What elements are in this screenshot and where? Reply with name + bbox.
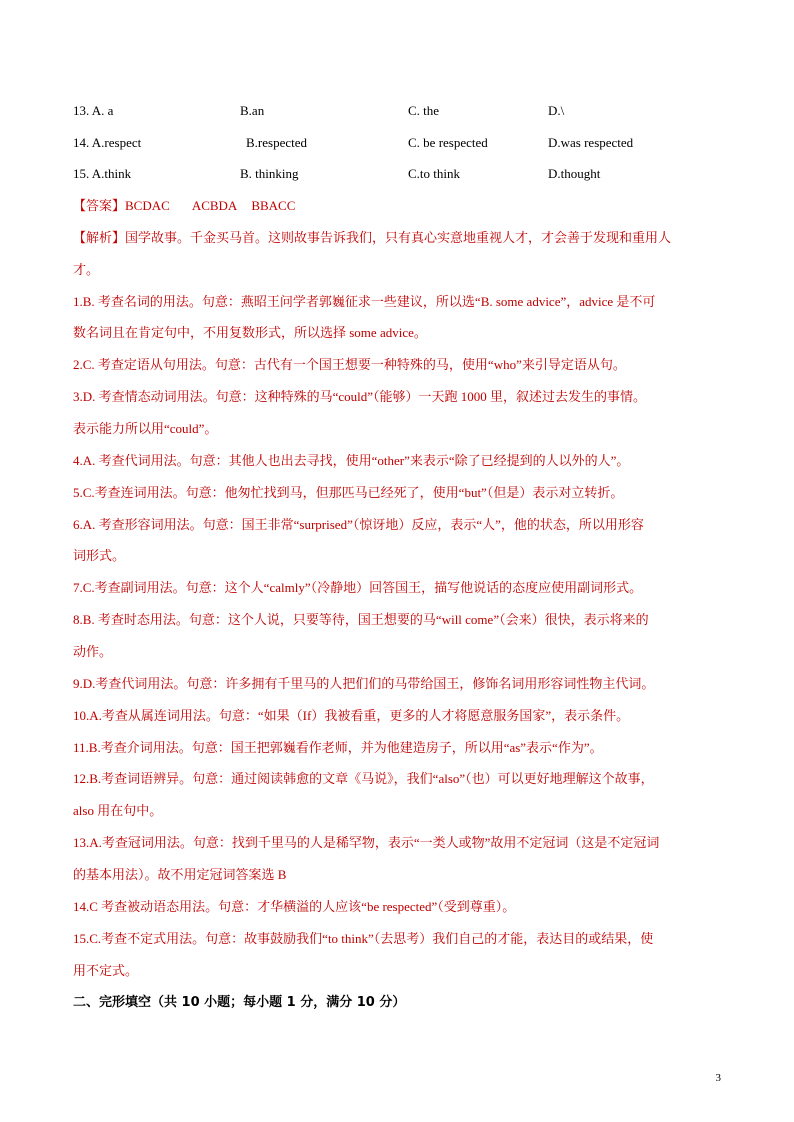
analysis-line: 动作。 <box>73 644 113 659</box>
answer-label: 【答案】 <box>73 198 126 213</box>
question-15-options <box>73 164 753 184</box>
option-c: C. be respected <box>408 135 488 150</box>
option-a: 13. A. a <box>73 103 114 118</box>
option-a: 14. A.respect <box>73 135 142 150</box>
question-14-options <box>73 133 753 153</box>
option-c: C.to think <box>408 166 461 181</box>
option-b: B. thinking <box>240 166 299 181</box>
analysis-line: also 用在句中。 <box>73 803 163 818</box>
analysis-line: 表示能力所以用“could”。 <box>73 421 218 436</box>
option-c: C. the <box>408 103 440 118</box>
analysis-line: 1.B. 考查名词的用法。句意：燕昭王问学者郭巍征求一些建议，所以选“B. some advice”，advice 是不可 <box>73 294 656 309</box>
analysis-line: 的基本用法）。故不用定冠词答案选 B <box>73 867 287 882</box>
analysis-line: 2.C. 考查定语从句用法。句意：古代有一个国王想要一种特殊的马，使用“who”来引导定语从句。 <box>73 357 626 372</box>
analysis-line: 才。 <box>73 262 100 277</box>
analysis-line: 13.A.考查冠词用法。句意：找到千里马的人是稀罕物，表示“一类人或物”故用不定冠词（这是不定冠词 <box>73 835 660 850</box>
answer-group-1: BCDAC <box>125 198 170 213</box>
analysis-line: 3.D. 考查情态动词用法。句意：这种特殊的马“could”（能够）一天跑 1000 里，叙述过去发生的事情。 <box>73 389 647 404</box>
analysis-line: 8.B. 考查时态用法。句意：这个人说，只要等待，国王想要的马“will come”（会来）很快，表示将来的 <box>73 612 649 627</box>
answer-group-3: BBACC <box>251 198 296 213</box>
analysis-line: 5.C.考查连词用法。句意：他匆忙找到马，但那匹马已经死了，使用“but”（但是）表示对立转折。 <box>73 485 624 500</box>
analysis-line: 9.D.考查代词用法。句意：许多拥有千里马的人把们们的马带给国王，修饰名词用形容词性物主代词。 <box>73 676 655 691</box>
answer-group-2: ACBDA <box>191 198 238 213</box>
analysis-line: 11.B.考查介词用法。句意：国王把郭巍看作老师，并为他建造房子，所以用“as”表示“作为”。 <box>73 740 603 755</box>
analysis-line: 6.A. 考查形容词用法。句意：国王非常“surprised”（惊讶地）反应，表示“人”，他的状态，所以用形容 <box>73 517 644 532</box>
page-number: 3 <box>715 1072 721 1084</box>
analysis-line: 14.C 考查被动语态用法。句意：才华横溢的人应该“be respected”（受到尊重）。 <box>73 899 516 914</box>
option-d: D.thought <box>548 166 601 181</box>
section-title: 二、完形填空（共 10 小题；每小题 1 分，满分 10 分） <box>73 995 406 1010</box>
question-13-options <box>73 101 753 121</box>
analysis-line: 15.C.考查不定式用法。句意：故事鼓励我们“to think”（去思考）我们自己的才能，表达目的或结果，使 <box>73 931 654 946</box>
option-b: B.respected <box>246 135 308 150</box>
analysis-line: 7.C.考查副词用法。句意：这个人“calmly”（冷静地）回答国王，描写他说话的态度应使用副词形式。 <box>73 580 643 595</box>
option-d: D.\ <box>548 103 565 118</box>
analysis-line: 用不定式。 <box>73 963 139 978</box>
option-d: D.was respected <box>548 135 634 150</box>
option-a: 15. A.think <box>73 166 132 181</box>
analysis-line: 【解析】国学故事。千金买马首。这则故事告诉我们，只有真心实意地重视人才，才会善于发现和重用人 <box>73 230 672 245</box>
analysis-line: 10.A.考查从属连词用法。句意：“如果（If）我被看重，更多的人才将愿意服务国家”，表示条件。 <box>73 708 630 723</box>
analysis-line: 4.A. 考查代词用法。句意：其他人也出去寻找，使用“other”来表示“除了已经提到的人以外的人”。 <box>73 453 630 468</box>
answer-line <box>73 196 733 216</box>
option-b: B.an <box>240 103 265 118</box>
analysis-line: 词形式。 <box>73 548 126 563</box>
analysis-line: 数名词且在肯定句中，不用复数形式，所以选择 some advice。 <box>73 325 427 340</box>
analysis-line: 12.B.考查词语辨异。句意：通过阅读韩愈的文章《马说》，我们“also”（也）可以更好地理解这个故事， <box>73 771 654 786</box>
